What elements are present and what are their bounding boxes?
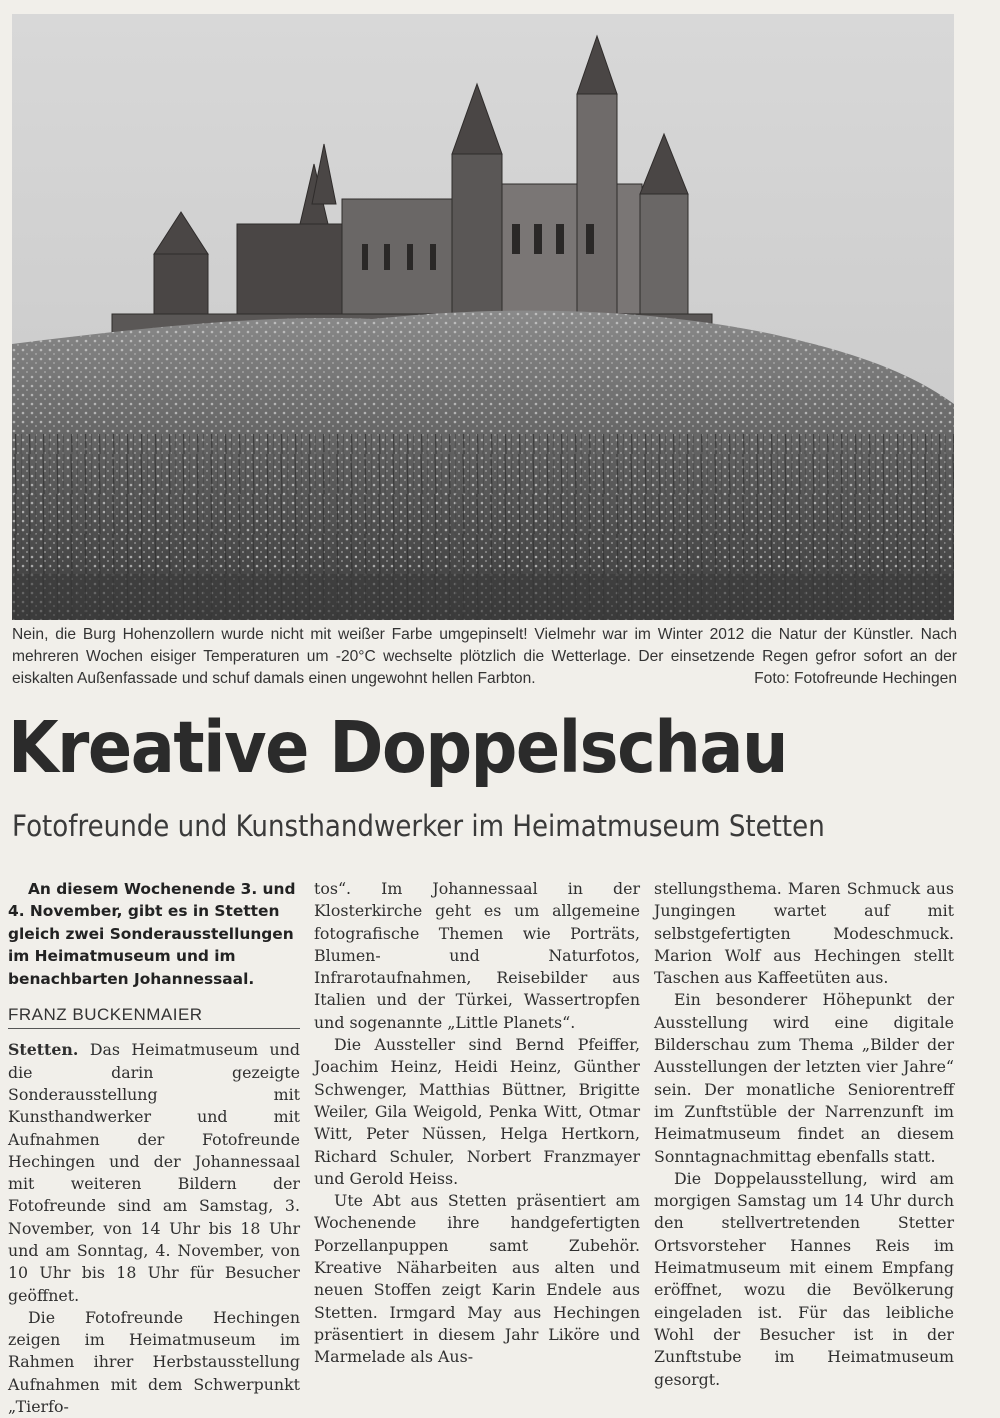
caption-text: Nein, die Burg Hohenzollern wurde nicht mit weißer Farbe umgepinselt! Vielmehr war im Winter 2012 die Natur der Künstler. Nach mehreren Wochen eisiger Temperaturen um -20°C wechselte plötzlich die Wetterlage. Der einsetzende Regen gefror sofort an der eiskalten Außenfassade und schuf damals einen ungewohnt hellen Farbton. (12, 626, 957, 687)
photo-credit: Foto: Fotofreunde Hechingen (754, 670, 957, 687)
headline: Kreative Doppelschau (8, 706, 787, 789)
paragraph-3: Die Aussteller sind Bernd Pfeiffer, Joachim Heinz, Heidi Heinz, Günther Schwenger, Matthias Büttner, Brigitte Weiler, Gila Weigold, Penka Witt, Otmar Witt, Peter Nüssen, Helga Hertkorn, Richard Schuler, Norbert Franzmayer und Gerold Heiss. (314, 1035, 640, 1188)
paragraph-1-text: Das Heimatmuseum und die darin gezeigte Sonderausstellung mit Kunsthandwerker und mit Aufnahmen der Fotofreunde Hechingen und der Johannessaal mit weiteren Bildern der Fotofreunde sind am Samstag, 3. November, von 14 Uhr bis 18 Uhr und am Sonntag, 4. November, von 10 Uhr bis 18 Uhr für Besucher geöffnet. (8, 1040, 300, 1305)
paragraph-2-start: Die Fotofreunde Hechingen zeigen im Heimatmuseum im Rahmen ihrer Herbstausstellung Aufnahmen mit dem Schwerpunkt „Tierfo- (8, 1307, 300, 1417)
paragraph-1 (8, 1039, 300, 1307)
paragraph-2-end: tos“. Im Johannessaal in der Klosterkirche geht es um allgemeine fotografische Themen wie Porträts, Blumen- und Naturfotos, Infrarotaufnahmen, Reisebilder aus Italien und der Türkei, Wassertropfen und sogenannte „Little Planets“. (314, 879, 640, 1032)
paragraph-4-start: Ute Abt aus Stetten präsentiert am Wochenende ihre handgefertigten Porzellanpuppen samt Zubehör. Kreative Näharbeiten aus alten und neuen Stoffen zeigt Karin Endele aus Stetten. Irmgard May aus Hechingen präsentiert in diesem Jahr Liköre und Marmelade als Aus- (314, 1191, 640, 1367)
subheadline: Fotofreunde und Kunsthandwerker im Heimatmuseum Stetten (12, 809, 825, 843)
lead-paragraph: An diesem Wochenende 3. und 4. November, gibt es in Stetten gleich zwei Sonderausstellungen im Heimatmuseum und im benachbarten Johannessaal. (8, 880, 296, 988)
castle-photo (12, 14, 954, 620)
author-byline: FRANZ BUCKENMAIER (8, 1004, 300, 1029)
paragraph-6: Die Doppelausstellung, wird am morgigen Samstag um 14 Uhr durch den stellvertretenden Stetter Ortsvorsteher Hannes Reis im Heimatmuseum mit einem Empfang eröffnet, wozu die Bevölkerung eingeladen ist. Für das leibliche Wohl der Besucher ist in der Zunftstube im Heimatmuseum gesorgt. (654, 1168, 954, 1389)
castle-photo-icon (12, 14, 954, 620)
column-3 (654, 878, 954, 1391)
paragraph-4-end: stellungsthema. Maren Schmuck aus Jungingen wartet auf mit selbstgefertigten Modeschmuck. Marion Wolf aus Hechingen stellt Taschen aus Kaffeetüten aus. (654, 879, 954, 988)
column-1-body (8, 1039, 300, 1418)
photo-caption (12, 624, 957, 690)
column-2 (314, 878, 640, 1369)
column-1 (8, 878, 300, 1418)
paragraph-5: Ein besonderer Höhepunkt der Ausstellung wird eine digitale Bilderschau zum Thema „Bilder der Ausstellungen der letzten vier Jahre“ sein. Der monatliche Seniorentreff im Zunftstüble der Narrenzunft im Heimatmuseum findet an diesem Sonntagnachmittag ebenfalls statt. (654, 990, 954, 1166)
dateline: Stetten. (8, 1040, 79, 1060)
